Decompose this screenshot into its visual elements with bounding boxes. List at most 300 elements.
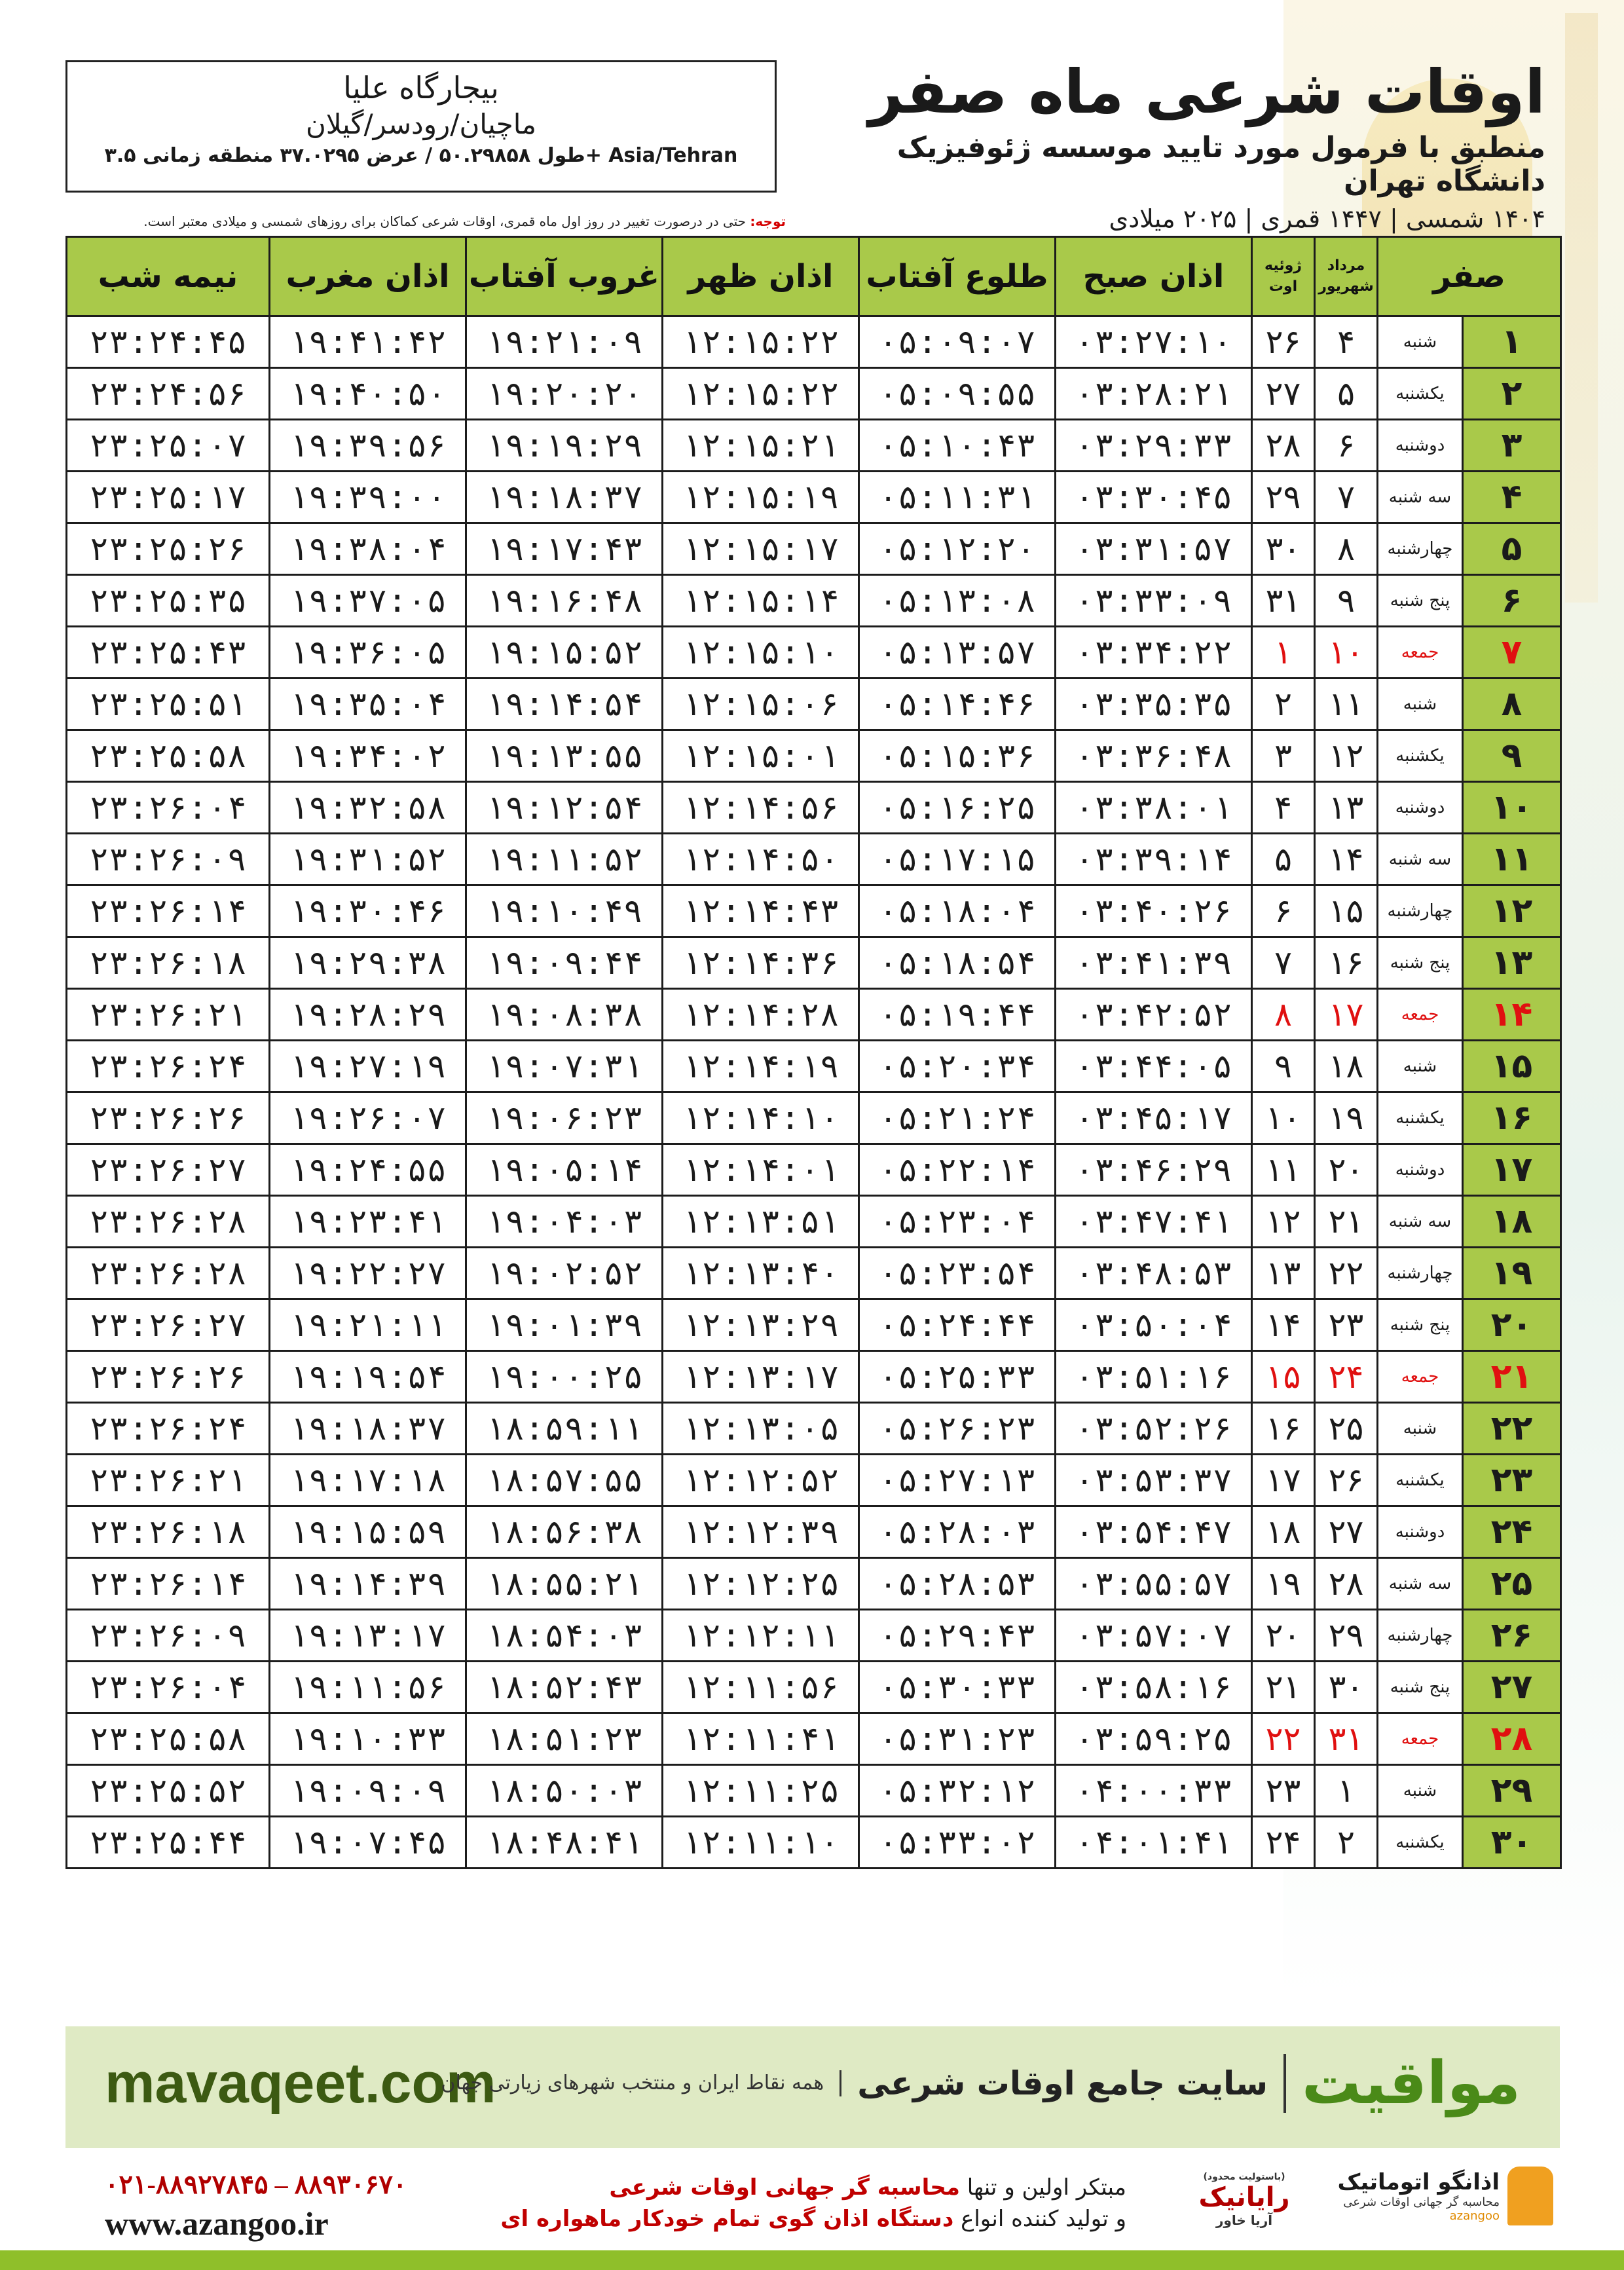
mavaqeet-url[interactable]: mavaqeet.com bbox=[105, 2052, 496, 2115]
sunrise-cell: ۰۵:۱۸:۰۴ bbox=[859, 885, 1056, 937]
midnight-cell: ۲۳:۲۶:۲۱ bbox=[67, 1455, 270, 1506]
persian-day-cell: ۱۵ bbox=[1315, 885, 1378, 937]
maghrib-cell: ۱۹:۳۴:۰۲ bbox=[270, 730, 466, 782]
midnight-cell: ۲۳:۲۶:۲۱ bbox=[67, 989, 270, 1041]
footer-description bbox=[498, 2172, 1126, 2235]
gregorian-day-cell: ۲۱ bbox=[1252, 1662, 1315, 1713]
weekday-cell: جمعه bbox=[1378, 627, 1463, 679]
sunrise-cell: ۰۵:۱۰:۴۳ bbox=[859, 420, 1056, 472]
safar-cell: ۱۸ bbox=[1463, 1196, 1561, 1248]
maghrib-cell: ۱۹:۲۴:۵۵ bbox=[270, 1144, 466, 1196]
persian-day-cell: ۲۰ bbox=[1315, 1144, 1378, 1196]
prayer-times-table bbox=[65, 236, 1562, 1869]
table-row bbox=[67, 1506, 1561, 1558]
sunrise-cell: ۰۵:۱۶:۲۵ bbox=[859, 782, 1056, 834]
gregorian-day-cell: ۱۰ bbox=[1252, 1092, 1315, 1144]
table-row bbox=[67, 937, 1561, 989]
table-row bbox=[67, 627, 1561, 679]
midnight-cell: ۲۳:۲۵:۵۱ bbox=[67, 679, 270, 730]
table-row bbox=[67, 1765, 1561, 1817]
dhuhr-cell: ۱۲:۱۵:۲۱ bbox=[663, 420, 859, 472]
bottom-bar bbox=[0, 2250, 1624, 2270]
footer-desc-2a: و تولید کننده انواع bbox=[961, 2206, 1126, 2232]
weekday-cell: پنج شنبه bbox=[1378, 1662, 1463, 1713]
persian-day-cell: ۱۶ bbox=[1315, 937, 1378, 989]
dhuhr-cell: ۱۲:۱۴:۱۰ bbox=[663, 1092, 859, 1144]
sunset-cell: ۱۸:۵۱:۲۳ bbox=[466, 1713, 663, 1765]
sunrise-cell: ۰۵:۳۰:۳۳ bbox=[859, 1662, 1056, 1713]
year-line: ۱۴۰۴ شمسی | ۱۴۴۷ قمری | ۲۰۲۵ میلادی bbox=[1109, 204, 1545, 233]
persian-day-cell: ۱۴ bbox=[1315, 834, 1378, 885]
sunset-cell: ۱۹:۱۶:۴۸ bbox=[466, 575, 663, 627]
sunset-cell: ۱۹:۱۳:۵۵ bbox=[466, 730, 663, 782]
weekday-cell: جمعه bbox=[1378, 1351, 1463, 1403]
dhuhr-cell: ۱۲:۱۴:۰۱ bbox=[663, 1144, 859, 1196]
gregorian-day-cell: ۱۱ bbox=[1252, 1144, 1315, 1196]
dhuhr-cell: ۱۲:۱۲:۵۲ bbox=[663, 1455, 859, 1506]
location-box bbox=[65, 60, 777, 193]
persian-day-cell: ۲۹ bbox=[1315, 1610, 1378, 1662]
midnight-cell: ۲۳:۲۶:۰۹ bbox=[67, 834, 270, 885]
weekday-cell: شنبه bbox=[1378, 1041, 1463, 1092]
midnight-cell: ۲۳:۲۵:۴۳ bbox=[67, 627, 270, 679]
sunset-cell: ۱۹:۲۱:۰۹ bbox=[466, 316, 663, 368]
dhuhr-cell: ۱۲:۱۳:۱۷ bbox=[663, 1351, 859, 1403]
sunset-cell: ۱۹:۰۰:۲۵ bbox=[466, 1351, 663, 1403]
table-row bbox=[67, 1817, 1561, 1869]
sunset-cell: ۱۸:۵۷:۵۵ bbox=[466, 1455, 663, 1506]
fajr-cell: ۰۳:۵۷:۰۷ bbox=[1056, 1610, 1252, 1662]
maghrib-cell: ۱۹:۳۶:۰۵ bbox=[270, 627, 466, 679]
midnight-cell: ۲۳:۲۶:۲۸ bbox=[67, 1248, 270, 1299]
fajr-cell: ۰۳:۲۸:۲۱ bbox=[1056, 368, 1252, 420]
weekday-cell: دوشنبه bbox=[1378, 420, 1463, 472]
dhuhr-cell: ۱۲:۱۱:۴۱ bbox=[663, 1713, 859, 1765]
sunrise-cell: ۰۵:۲۶:۲۳ bbox=[859, 1403, 1056, 1455]
fajr-cell: ۰۳:۵۵:۵۷ bbox=[1056, 1558, 1252, 1610]
maghrib-cell: ۱۹:۳۸:۰۴ bbox=[270, 523, 466, 575]
header-sunrise: طلوع آفتاب bbox=[859, 237, 1056, 316]
notice-text: حتی در درصورت تغییر در روز اول ماه قمری، اوقات شرعی کماکان برای روزهای شمسی و میلادی معتبر است. bbox=[143, 214, 747, 229]
fajr-cell: ۰۳:۵۰:۰۴ bbox=[1056, 1299, 1252, 1351]
rayanik-sub: آریا خاور bbox=[1215, 2212, 1273, 2228]
weekday-cell: یکشنبه bbox=[1378, 1455, 1463, 1506]
maghrib-cell: ۱۹:۱۸:۳۷ bbox=[270, 1403, 466, 1455]
fajr-cell: ۰۴:۰۰:۳۳ bbox=[1056, 1765, 1252, 1817]
sunset-cell: ۱۸:۵۹:۱۱ bbox=[466, 1403, 663, 1455]
mavaqeet-brand bbox=[441, 2049, 1521, 2117]
sunrise-cell: ۰۵:۲۸:۰۳ bbox=[859, 1506, 1056, 1558]
sunset-cell: ۱۹:۲۰:۲۰ bbox=[466, 368, 663, 420]
gregorian-day-cell: ۴ bbox=[1252, 782, 1315, 834]
persian-day-cell: ۲ bbox=[1315, 1817, 1378, 1869]
gregorian-day-cell: ۱۴ bbox=[1252, 1299, 1315, 1351]
table-row bbox=[67, 730, 1561, 782]
gregorian-day-cell: ۱۸ bbox=[1252, 1506, 1315, 1558]
sunset-cell: ۱۹:۱۹:۲۹ bbox=[466, 420, 663, 472]
minaret-image bbox=[1565, 13, 1598, 603]
table-row bbox=[67, 575, 1561, 627]
midnight-cell: ۲۳:۲۵:۵۸ bbox=[67, 730, 270, 782]
weekday-cell: پنج شنبه bbox=[1378, 575, 1463, 627]
sunset-cell: ۱۹:۱۷:۴۳ bbox=[466, 523, 663, 575]
fajr-cell: ۰۳:۴۵:۱۷ bbox=[1056, 1092, 1252, 1144]
weekday-cell: جمعه bbox=[1378, 989, 1463, 1041]
sunset-cell: ۱۹:۰۴:۰۳ bbox=[466, 1196, 663, 1248]
table-row bbox=[67, 834, 1561, 885]
maghrib-cell: ۱۹:۲۹:۳۸ bbox=[270, 937, 466, 989]
safar-cell: ۵ bbox=[1463, 523, 1561, 575]
safar-cell: ۲۲ bbox=[1463, 1403, 1561, 1455]
fajr-cell: ۰۳:۳۸:۰۱ bbox=[1056, 782, 1252, 834]
dhuhr-cell: ۱۲:۱۵:۰۱ bbox=[663, 730, 859, 782]
dhuhr-cell: ۱۲:۱۲:۲۵ bbox=[663, 1558, 859, 1610]
dhuhr-cell: ۱۲:۱۵:۲۲ bbox=[663, 368, 859, 420]
table-row bbox=[67, 1196, 1561, 1248]
brand-divider bbox=[1283, 2054, 1286, 2113]
fajr-cell: ۰۳:۳۶:۴۸ bbox=[1056, 730, 1252, 782]
safar-cell: ۶ bbox=[1463, 575, 1561, 627]
sunrise-cell: ۰۵:۱۴:۴۶ bbox=[859, 679, 1056, 730]
table-row bbox=[67, 420, 1561, 472]
dhuhr-cell: ۱۲:۱۳:۰۵ bbox=[663, 1403, 859, 1455]
sunset-cell: ۱۹:۰۱:۳۹ bbox=[466, 1299, 663, 1351]
safar-cell: ۹ bbox=[1463, 730, 1561, 782]
header-dhuhr: اذان ظهر bbox=[663, 237, 859, 316]
gregorian-day-cell: ۲۴ bbox=[1252, 1817, 1315, 1869]
gregorian-day-cell: ۳ bbox=[1252, 730, 1315, 782]
sunrise-cell: ۰۵:۱۹:۴۴ bbox=[859, 989, 1056, 1041]
weekday-cell: یکشنبه bbox=[1378, 368, 1463, 420]
midnight-cell: ۲۳:۲۶:۲۸ bbox=[67, 1196, 270, 1248]
header-persian-month bbox=[1315, 237, 1378, 316]
sunset-cell: ۱۹:۰۸:۳۸ bbox=[466, 989, 663, 1041]
sunrise-cell: ۰۵:۲۹:۴۳ bbox=[859, 1610, 1056, 1662]
midnight-cell: ۲۳:۲۵:۲۶ bbox=[67, 523, 270, 575]
mavaqeet-site-label: سایت جامع اوقات شرعی bbox=[857, 2064, 1268, 2102]
dhuhr-cell: ۱۲:۱۲:۱۱ bbox=[663, 1610, 859, 1662]
header-midnight: نیمه شب bbox=[67, 237, 270, 316]
safar-cell: ۲۴ bbox=[1463, 1506, 1561, 1558]
dhuhr-cell: ۱۲:۱۵:۰۶ bbox=[663, 679, 859, 730]
table-row bbox=[67, 989, 1561, 1041]
dhuhr-cell: ۱۲:۱۵:۱۴ bbox=[663, 575, 859, 627]
sunset-cell: ۱۹:۱۲:۵۴ bbox=[466, 782, 663, 834]
page-title-block bbox=[825, 56, 1545, 233]
midnight-cell: ۲۳:۲۴:۴۵ bbox=[67, 316, 270, 368]
midnight-cell: ۲۳:۲۶:۲۴ bbox=[67, 1041, 270, 1092]
table-row bbox=[67, 1455, 1561, 1506]
sunrise-cell: ۰۵:۲۱:۲۴ bbox=[859, 1092, 1056, 1144]
table-row bbox=[67, 1041, 1561, 1092]
safar-cell: ۲ bbox=[1463, 368, 1561, 420]
sunrise-cell: ۰۵:۱۳:۰۸ bbox=[859, 575, 1056, 627]
sunset-cell: ۱۹:۰۶:۲۳ bbox=[466, 1092, 663, 1144]
maghrib-cell: ۱۹:۱۵:۵۹ bbox=[270, 1506, 466, 1558]
table-row bbox=[67, 679, 1561, 730]
sunrise-cell: ۰۵:۰۹:۰۷ bbox=[859, 316, 1056, 368]
table-row bbox=[67, 1144, 1561, 1196]
azangoo-logo bbox=[1278, 2167, 1553, 2225]
weekday-cell: یکشنبه bbox=[1378, 1817, 1463, 1869]
safar-cell: ۲۳ bbox=[1463, 1455, 1561, 1506]
weekday-cell: یکشنبه bbox=[1378, 1092, 1463, 1144]
table-row bbox=[67, 1092, 1561, 1144]
persian-day-cell: ۳۱ bbox=[1315, 1713, 1378, 1765]
table-row bbox=[67, 1610, 1561, 1662]
fajr-cell: ۰۳:۵۴:۴۷ bbox=[1056, 1506, 1252, 1558]
gregorian-day-cell: ۶ bbox=[1252, 885, 1315, 937]
maghrib-cell: ۱۹:۲۶:۰۷ bbox=[270, 1092, 466, 1144]
fajr-cell: ۰۳:۵۱:۱۶ bbox=[1056, 1351, 1252, 1403]
footer bbox=[65, 2161, 1560, 2246]
location-name: بیجارگاه علیا bbox=[343, 70, 499, 105]
fajr-cell: ۰۳:۳۱:۵۷ bbox=[1056, 523, 1252, 575]
persian-day-cell: ۱ bbox=[1315, 1765, 1378, 1817]
gregorian-day-cell: ۲۸ bbox=[1252, 420, 1315, 472]
safar-cell: ۲۹ bbox=[1463, 1765, 1561, 1817]
safar-cell: ۱۴ bbox=[1463, 989, 1561, 1041]
midnight-cell: ۲۳:۲۶:۲۶ bbox=[67, 1092, 270, 1144]
weekday-cell: شنبه bbox=[1378, 679, 1463, 730]
table-row bbox=[67, 316, 1561, 368]
sunrise-cell: ۰۵:۱۲:۲۰ bbox=[859, 523, 1056, 575]
gregorian-day-cell: ۵ bbox=[1252, 834, 1315, 885]
rayanik-name: رایانیک bbox=[1198, 2182, 1290, 2212]
sunrise-cell: ۰۵:۲۰:۳۴ bbox=[859, 1041, 1056, 1092]
dhuhr-cell: ۱۲:۱۲:۳۹ bbox=[663, 1506, 859, 1558]
maghrib-cell: ۱۹:۲۲:۲۷ bbox=[270, 1248, 466, 1299]
dhuhr-cell: ۱۲:۱۵:۱۰ bbox=[663, 627, 859, 679]
sunrise-cell: ۰۵:۲۵:۳۳ bbox=[859, 1351, 1056, 1403]
maghrib-cell: ۱۹:۴۰:۵۰ bbox=[270, 368, 466, 420]
fajr-cell: ۰۳:۴۲:۵۲ bbox=[1056, 989, 1252, 1041]
safar-cell: ۷ bbox=[1463, 627, 1561, 679]
persian-day-cell: ۲۳ bbox=[1315, 1299, 1378, 1351]
sunrise-cell: ۰۵:۲۸:۵۳ bbox=[859, 1558, 1056, 1610]
sunset-cell: ۱۸:۵۶:۳۸ bbox=[466, 1506, 663, 1558]
gregorian-day-cell: ۱۶ bbox=[1252, 1403, 1315, 1455]
sunset-cell: ۱۹:۰۲:۵۲ bbox=[466, 1248, 663, 1299]
persian-day-cell: ۲۸ bbox=[1315, 1558, 1378, 1610]
persian-day-cell: ۱۹ bbox=[1315, 1092, 1378, 1144]
fajr-cell: ۰۳:۳۳:۰۹ bbox=[1056, 575, 1252, 627]
dhuhr-cell: ۱۲:۱۵:۱۷ bbox=[663, 523, 859, 575]
table-header-row bbox=[67, 237, 1561, 316]
weekday-cell: چهارشنبه bbox=[1378, 1610, 1463, 1662]
maghrib-cell: ۱۹:۱۷:۱۸ bbox=[270, 1455, 466, 1506]
weekday-cell: پنج شنبه bbox=[1378, 937, 1463, 989]
sunrise-cell: ۰۵:۱۸:۵۴ bbox=[859, 937, 1056, 989]
safar-cell: ۲۱ bbox=[1463, 1351, 1561, 1403]
fajr-cell: ۰۴:۰۱:۴۱ bbox=[1056, 1817, 1252, 1869]
persian-day-cell: ۱۳ bbox=[1315, 782, 1378, 834]
weekday-cell: سه شنبه bbox=[1378, 834, 1463, 885]
sunrise-cell: ۰۵:۱۱:۳۱ bbox=[859, 472, 1056, 523]
persian-day-cell: ۹ bbox=[1315, 575, 1378, 627]
midnight-cell: ۲۳:۲۶:۰۹ bbox=[67, 1610, 270, 1662]
azangoo-name: اذانگو اتوماتیک bbox=[1337, 2169, 1500, 2195]
midnight-cell: ۲۳:۲۶:۲۶ bbox=[67, 1351, 270, 1403]
fajr-cell: ۰۳:۴۸:۵۳ bbox=[1056, 1248, 1252, 1299]
table-row bbox=[67, 1248, 1561, 1299]
sunrise-cell: ۰۵:۳۲:۱۲ bbox=[859, 1765, 1056, 1817]
maghrib-cell: ۱۹:۳۹:۰۰ bbox=[270, 472, 466, 523]
persian-day-cell: ۱۰ bbox=[1315, 627, 1378, 679]
table-row bbox=[67, 1662, 1561, 1713]
sunrise-cell: ۰۵:۱۳:۵۷ bbox=[859, 627, 1056, 679]
midnight-cell: ۲۳:۲۶:۰۴ bbox=[67, 1662, 270, 1713]
header-gregorian-month-label: ژوئیه اوت bbox=[1264, 257, 1302, 295]
gregorian-day-cell: ۲۲ bbox=[1252, 1713, 1315, 1765]
safar-cell: ۱۶ bbox=[1463, 1092, 1561, 1144]
weekday-cell: چهارشنبه bbox=[1378, 885, 1463, 937]
persian-day-cell: ۱۷ bbox=[1315, 989, 1378, 1041]
fajr-cell: ۰۳:۲۹:۳۳ bbox=[1056, 420, 1252, 472]
safar-cell: ۱۵ bbox=[1463, 1041, 1561, 1092]
gregorian-day-cell: ۱ bbox=[1252, 627, 1315, 679]
weekday-cell: دوشنبه bbox=[1378, 1144, 1463, 1196]
gregorian-day-cell: ۷ bbox=[1252, 937, 1315, 989]
dhuhr-cell: ۱۲:۱۴:۵۰ bbox=[663, 834, 859, 885]
sunset-cell: ۱۸:۵۴:۰۳ bbox=[466, 1610, 663, 1662]
sunrise-cell: ۰۵:۲۳:۰۴ bbox=[859, 1196, 1056, 1248]
fajr-cell: ۰۳:۳۰:۴۵ bbox=[1056, 472, 1252, 523]
weekday-cell: شنبه bbox=[1378, 1765, 1463, 1817]
footer-desc-line1 bbox=[498, 2172, 1126, 2203]
fajr-cell: ۰۳:۴۱:۳۹ bbox=[1056, 937, 1252, 989]
fajr-cell: ۰۳:۴۴:۰۵ bbox=[1056, 1041, 1252, 1092]
sunrise-cell: ۰۵:۲۳:۵۴ bbox=[859, 1248, 1056, 1299]
weekday-cell: دوشنبه bbox=[1378, 1506, 1463, 1558]
fajr-cell: ۰۳:۵۸:۱۶ bbox=[1056, 1662, 1252, 1713]
sunset-cell: ۱۹:۱۸:۳۷ bbox=[466, 472, 663, 523]
azangoo-logo-text bbox=[1338, 2169, 1500, 2223]
persian-day-cell: ۱۱ bbox=[1315, 679, 1378, 730]
location-coordinates: طول ۵۰.۲۹۸۵۸ / عرض ۳۷.۰۲۹۵ منطقه زمانی ۳.۵+ Asia/Tehran bbox=[104, 144, 738, 167]
maghrib-cell: ۱۹:۳۱:۵۲ bbox=[270, 834, 466, 885]
midnight-cell: ۲۳:۲۵:۱۷ bbox=[67, 472, 270, 523]
azangoo-url[interactable]: www.azangoo.ir bbox=[105, 2205, 329, 2242]
gregorian-day-cell: ۱۵ bbox=[1252, 1351, 1315, 1403]
sunset-cell: ۱۹:۱۴:۵۴ bbox=[466, 679, 663, 730]
maghrib-cell: ۱۹:۳۵:۰۴ bbox=[270, 679, 466, 730]
footer-desc-1b: محاسبه گر جهانی اوقات شرعی bbox=[609, 2174, 960, 2201]
fajr-cell: ۰۳:۴۰:۲۶ bbox=[1056, 885, 1252, 937]
fajr-cell: ۰۳:۵۲:۲۶ bbox=[1056, 1403, 1252, 1455]
gregorian-day-cell: ۱۹ bbox=[1252, 1558, 1315, 1610]
persian-day-cell: ۵ bbox=[1315, 368, 1378, 420]
safar-cell: ۲۰ bbox=[1463, 1299, 1561, 1351]
midnight-cell: ۲۳:۲۶:۱۸ bbox=[67, 1506, 270, 1558]
safar-cell: ۳ bbox=[1463, 420, 1561, 472]
sunrise-cell: ۰۵:۱۵:۳۶ bbox=[859, 730, 1056, 782]
persian-day-cell: ۲۷ bbox=[1315, 1506, 1378, 1558]
page-title: اوقات شرعی ماه صفر bbox=[868, 57, 1545, 127]
footer-desc-line2 bbox=[498, 2203, 1126, 2235]
persian-day-cell: ۴ bbox=[1315, 316, 1378, 368]
azangoo-sub: محاسبه گر جهانی اوقات شرعی bbox=[1343, 2195, 1500, 2209]
fajr-cell: ۰۳:۳۴:۲۲ bbox=[1056, 627, 1252, 679]
table-row bbox=[67, 472, 1561, 523]
persian-day-cell: ۲۲ bbox=[1315, 1248, 1378, 1299]
dhuhr-cell: ۱۲:۱۴:۱۹ bbox=[663, 1041, 859, 1092]
weekday-cell: سه شنبه bbox=[1378, 1196, 1463, 1248]
mavaqeet-banner bbox=[65, 2026, 1560, 2148]
gregorian-day-cell: ۸ bbox=[1252, 989, 1315, 1041]
dhuhr-cell: ۱۲:۱۳:۵۱ bbox=[663, 1196, 859, 1248]
sunset-cell: ۱۸:۴۸:۴۱ bbox=[466, 1817, 663, 1869]
maghrib-cell: ۱۹:۱۰:۳۳ bbox=[270, 1713, 466, 1765]
midnight-cell: ۲۳:۲۶:۱۸ bbox=[67, 937, 270, 989]
brand-divider-2 bbox=[840, 2070, 841, 2096]
maghrib-cell: ۱۹:۳۰:۴۶ bbox=[270, 885, 466, 937]
dhuhr-cell: ۱۲:۱۴:۲۸ bbox=[663, 989, 859, 1041]
dhuhr-cell: ۱۲:۱۱:۲۵ bbox=[663, 1765, 859, 1817]
dhuhr-cell: ۱۲:۱۳:۲۹ bbox=[663, 1299, 859, 1351]
gregorian-day-cell: ۲۶ bbox=[1252, 316, 1315, 368]
fajr-cell: ۰۳:۵۹:۲۵ bbox=[1056, 1713, 1252, 1765]
table-row bbox=[67, 1558, 1561, 1610]
phone-numbers: ۰۲۱-۸۸۹۲۷۸۴۵ – ۸۸۹۳۰۶۷۰ bbox=[105, 2170, 407, 2199]
weekday-cell: جمعه bbox=[1378, 1713, 1463, 1765]
sunset-cell: ۱۹:۰۷:۳۱ bbox=[466, 1041, 663, 1092]
safar-cell: ۲۵ bbox=[1463, 1558, 1561, 1610]
midnight-cell: ۲۳:۲۵:۵۸ bbox=[67, 1713, 270, 1765]
persian-day-cell: ۲۵ bbox=[1315, 1403, 1378, 1455]
sunset-cell: ۱۹:۰۹:۴۴ bbox=[466, 937, 663, 989]
gregorian-day-cell: ۳۱ bbox=[1252, 575, 1315, 627]
sunrise-cell: ۰۵:۲۲:۱۴ bbox=[859, 1144, 1056, 1196]
sunset-cell: ۱۹:۱۰:۴۹ bbox=[466, 885, 663, 937]
dhuhr-cell: ۱۲:۱۵:۲۲ bbox=[663, 316, 859, 368]
table-body bbox=[67, 316, 1561, 1869]
midnight-cell: ۲۳:۲۶:۱۴ bbox=[67, 1558, 270, 1610]
sunrise-cell: ۰۵:۰۹:۵۵ bbox=[859, 368, 1056, 420]
maghrib-cell: ۱۹:۱۳:۱۷ bbox=[270, 1610, 466, 1662]
safar-cell: ۲۷ bbox=[1463, 1662, 1561, 1713]
maghrib-cell: ۱۹:۱۴:۳۹ bbox=[270, 1558, 466, 1610]
table-row bbox=[67, 1299, 1561, 1351]
gregorian-day-cell: ۲۷ bbox=[1252, 368, 1315, 420]
safar-cell: ۲۸ bbox=[1463, 1713, 1561, 1765]
notice-label: توجه: bbox=[750, 214, 786, 229]
header-safar: صفر bbox=[1378, 237, 1561, 316]
maghrib-cell: ۱۹:۲۳:۴۱ bbox=[270, 1196, 466, 1248]
sunrise-cell: ۰۵:۲۴:۴۴ bbox=[859, 1299, 1056, 1351]
maghrib-cell: ۱۹:۴۱:۴۲ bbox=[270, 316, 466, 368]
midnight-cell: ۲۳:۲۵:۴۴ bbox=[67, 1817, 270, 1869]
safar-cell: ۴ bbox=[1463, 472, 1561, 523]
midnight-cell: ۲۳:۲۵:۵۲ bbox=[67, 1765, 270, 1817]
safar-cell: ۱۷ bbox=[1463, 1144, 1561, 1196]
maghrib-cell: ۱۹:۰۹:۰۹ bbox=[270, 1765, 466, 1817]
dhuhr-cell: ۱۲:۱۴:۳۶ bbox=[663, 937, 859, 989]
header-gregorian-month bbox=[1252, 237, 1315, 316]
maghrib-cell: ۱۹:۱۹:۵۴ bbox=[270, 1351, 466, 1403]
sunset-cell: ۱۸:۵۲:۴۳ bbox=[466, 1662, 663, 1713]
weekday-cell: سه شنبه bbox=[1378, 1558, 1463, 1610]
persian-day-cell: ۳۰ bbox=[1315, 1662, 1378, 1713]
table-row bbox=[67, 885, 1561, 937]
safar-cell: ۱۱ bbox=[1463, 834, 1561, 885]
header-persian-month-label: مرداد شهریور bbox=[1318, 257, 1374, 295]
notice bbox=[65, 214, 786, 229]
maghrib-cell: ۱۹:۱۱:۵۶ bbox=[270, 1662, 466, 1713]
sunset-cell: ۱۸:۵۰:۰۳ bbox=[466, 1765, 663, 1817]
persian-day-cell: ۲۱ bbox=[1315, 1196, 1378, 1248]
persian-day-cell: ۲۶ bbox=[1315, 1455, 1378, 1506]
